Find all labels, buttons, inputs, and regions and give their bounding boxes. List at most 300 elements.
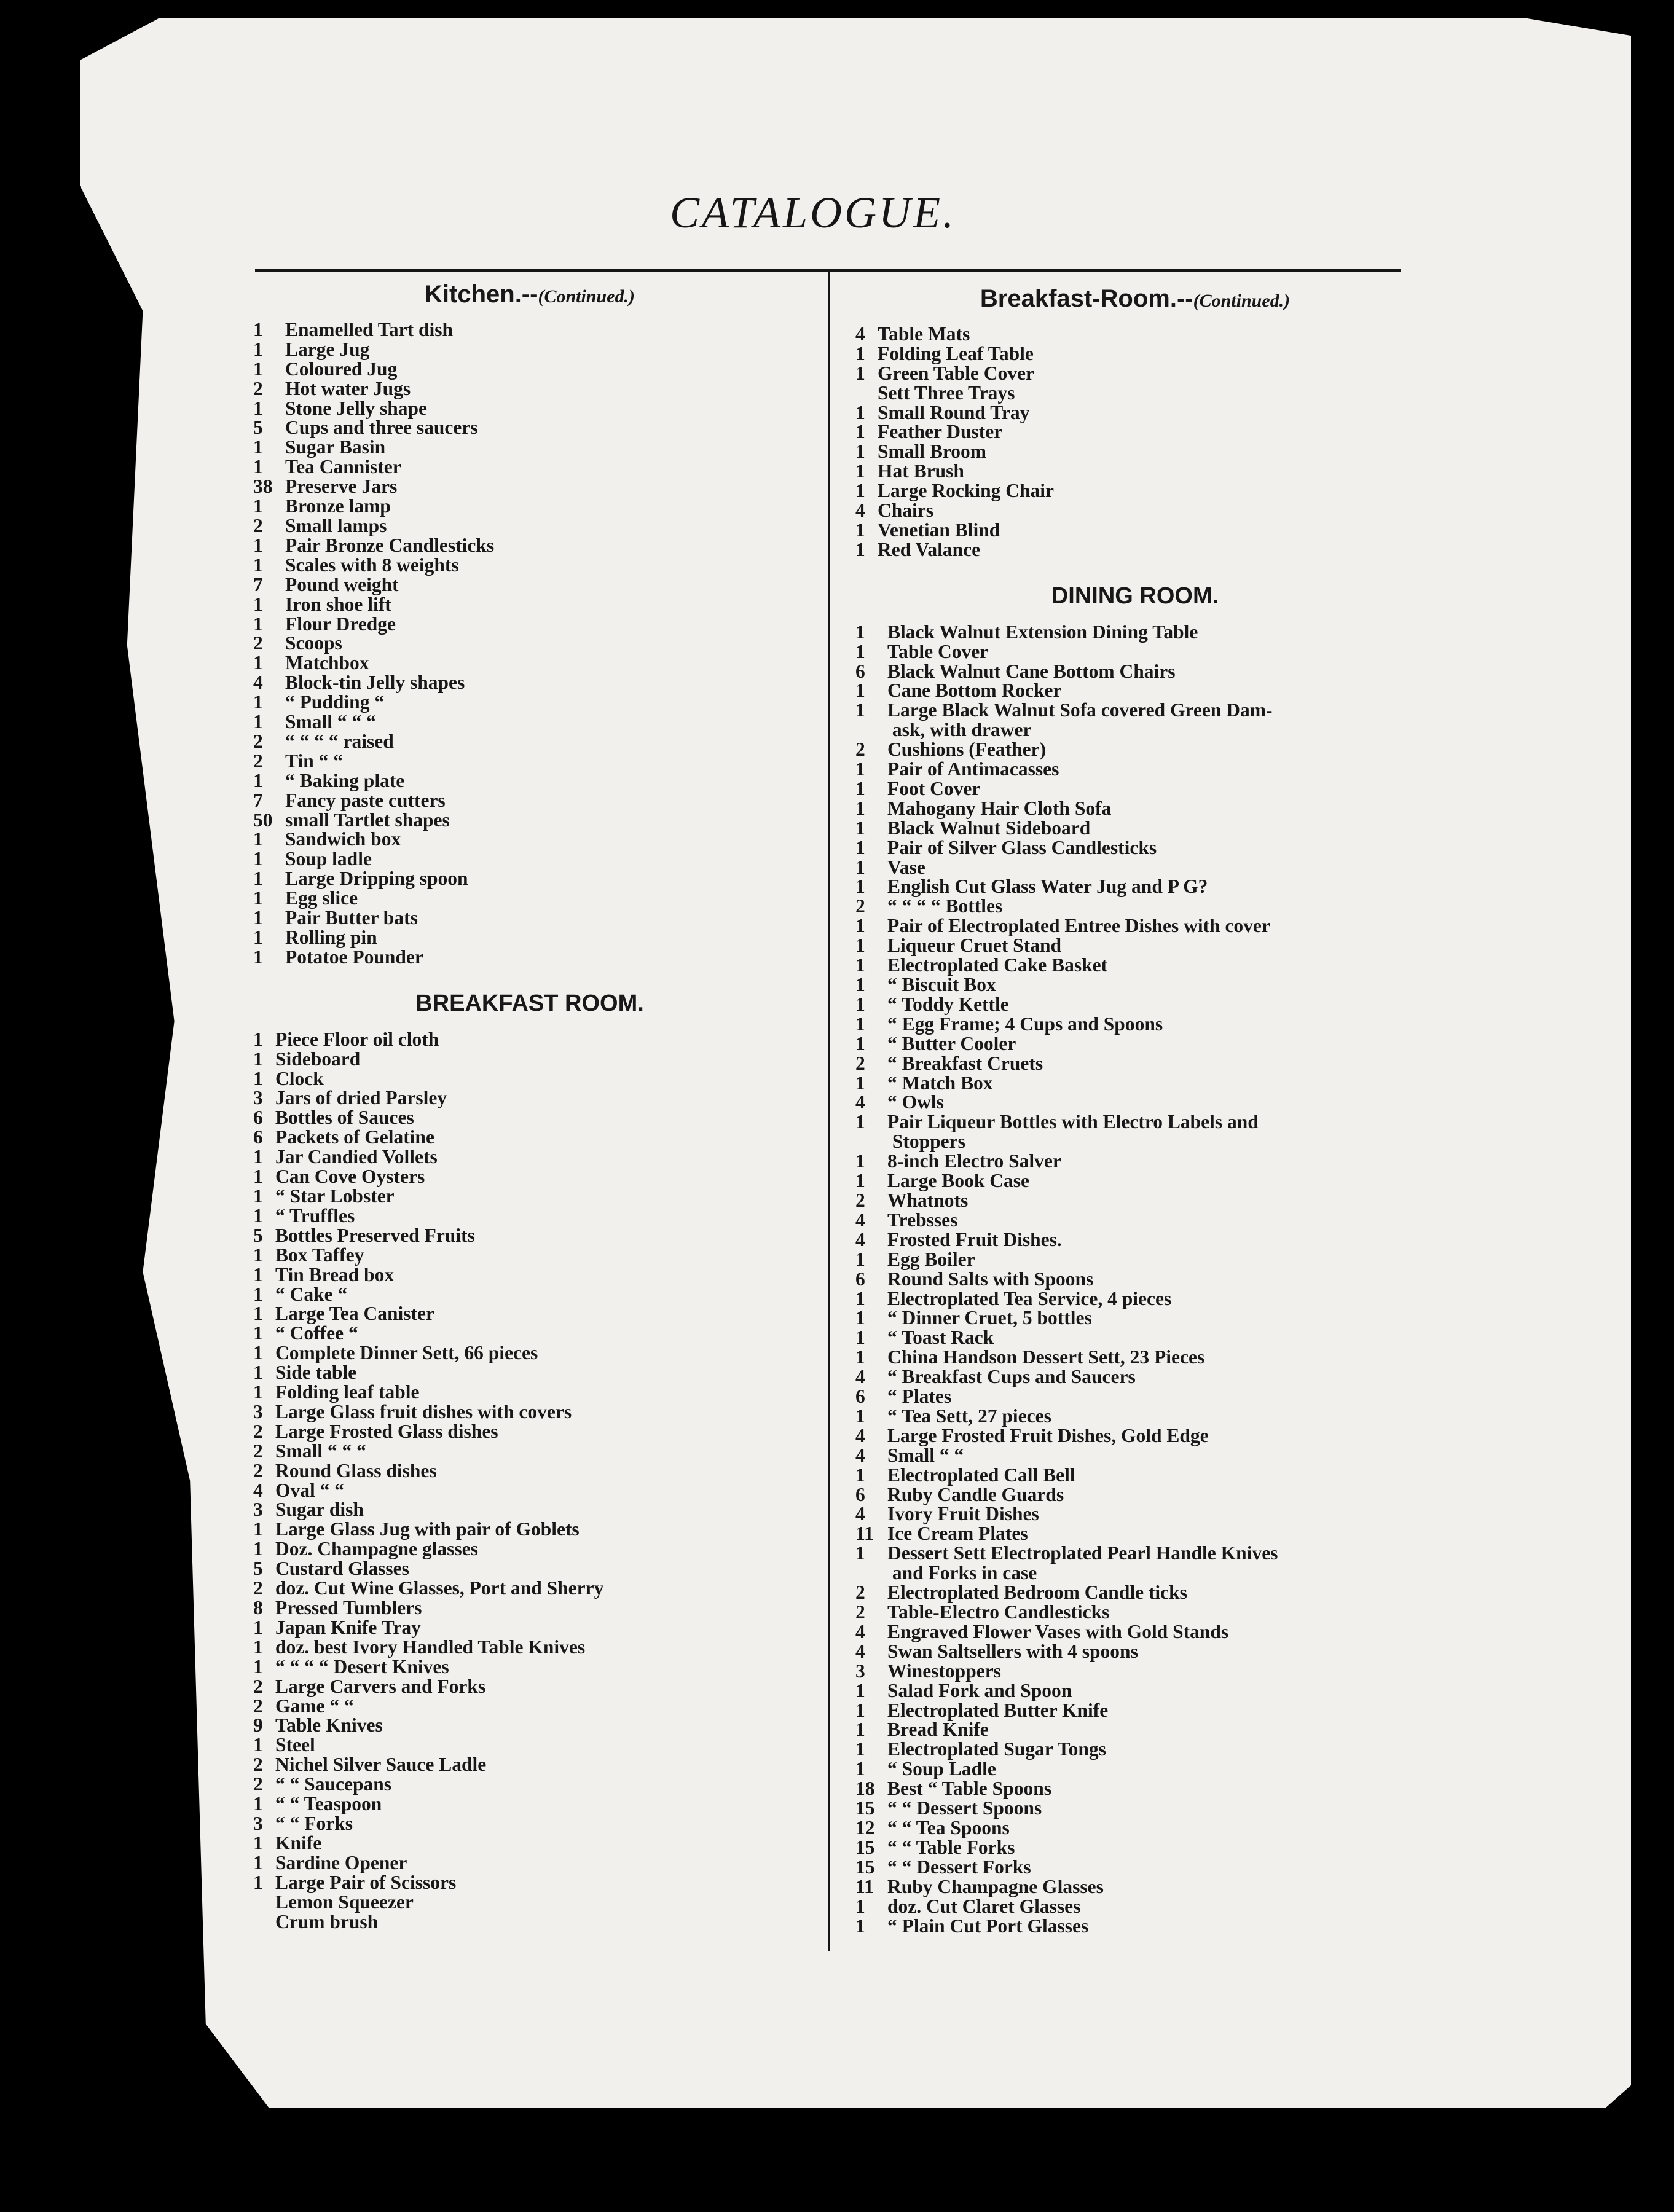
item-description: Black Walnut Extension Dining Table [887, 621, 1198, 643]
item-quantity: 1 [855, 915, 865, 937]
item-description: Bottles Preserved Fruits [275, 1224, 475, 1246]
item-quantity: 1 [253, 1851, 263, 1873]
right-column [855, 286, 1415, 1936]
item-description: Small “ “ “ [275, 1440, 366, 1462]
item-description: Oval “ “ [275, 1479, 345, 1501]
list-item [855, 955, 1415, 975]
item-quantity: 38 [253, 476, 273, 498]
item-description: Small “ “ [887, 1444, 964, 1466]
item-quantity: 1 [253, 848, 263, 870]
item-description: Vase [887, 856, 925, 878]
item-description: Egg slice [285, 887, 358, 909]
item-quantity: 1 [855, 1111, 865, 1133]
list-item [855, 740, 1415, 759]
item-description: Sugar dish [275, 1499, 364, 1521]
item-description: Green Table Cover [878, 362, 1034, 384]
breakfast-continued-label: (Continued.) [1193, 291, 1291, 311]
item-quantity: 1 [253, 495, 263, 517]
list-item [253, 928, 806, 947]
list-item [855, 1112, 1415, 1132]
breakfast-continued-heading-text: Breakfast-Room.-- [980, 285, 1193, 312]
item-quantity: 1 [253, 338, 263, 360]
item-description: Pair Liqueur Bottles with Electro Labels and [887, 1111, 1259, 1133]
list-item [253, 732, 806, 751]
item-quantity: 15 [855, 1856, 875, 1878]
item-quantity: 9 [253, 1714, 263, 1736]
item-quantity: 6 [855, 1268, 865, 1290]
item-quantity: 1 [855, 621, 865, 643]
item-description: Pair Bronze Candlesticks [285, 534, 495, 556]
list-item [855, 501, 1415, 520]
item-description: Potatoe Pounder [285, 946, 423, 968]
item-description: Table Mats [878, 323, 970, 345]
list-item [253, 1696, 806, 1716]
item-description: Ruby Champagne Glasses [887, 1875, 1104, 1897]
item-quantity: 1 [855, 1307, 865, 1329]
item-description: China Handson Dessert Sett, 23 Pieces [887, 1346, 1205, 1368]
item-quantity: 4 [855, 1424, 865, 1446]
item-description: Large Frosted Fruit Dishes, Gold Edge [887, 1424, 1209, 1446]
list-item [855, 1465, 1415, 1485]
item-description: Egg Boiler [887, 1248, 975, 1270]
item-quantity: 1 [855, 1150, 865, 1172]
item-quantity: 1 [855, 797, 865, 819]
item-quantity: 11 [855, 1875, 874, 1897]
list-item [855, 1034, 1415, 1054]
item-quantity: 2 [253, 1754, 263, 1776]
item-description: Large Dripping spoon [285, 868, 468, 890]
item-quantity: 1 [855, 777, 865, 799]
list-item [855, 1132, 1415, 1151]
item-quantity: 1 [855, 1679, 865, 1701]
list-item [253, 1735, 806, 1755]
page-title: CATALOGUE. [670, 188, 957, 237]
item-description: Mahogany Hair Cloth Sofa [887, 797, 1112, 819]
item-quantity: 2 [253, 1459, 263, 1481]
item-description: Side table [275, 1362, 357, 1384]
item-description: “ Biscuit Box [887, 974, 996, 995]
item-quantity: 1 [253, 358, 263, 380]
list-item [253, 1128, 806, 1147]
list-item [253, 633, 806, 653]
list-item [253, 692, 806, 712]
item-description: “ Dinner Cruet, 5 bottles [887, 1307, 1092, 1329]
item-quantity: 1 [253, 652, 263, 674]
list-item [253, 1324, 806, 1343]
list-item [253, 653, 806, 673]
list-item [855, 1504, 1415, 1524]
item-description: “ “ Table Forks [887, 1836, 1015, 1858]
item-quantity: 7 [253, 573, 263, 595]
item-quantity: 1 [855, 954, 865, 976]
item-description: Electroplated Butter Knife [887, 1699, 1109, 1721]
breakfast-item-list [253, 1030, 806, 1932]
item-quantity: 4 [855, 1228, 865, 1250]
item-quantity: 4 [855, 500, 865, 522]
item-quantity: 2 [253, 1577, 263, 1599]
list-item [253, 791, 806, 810]
item-description: 8-inch Electro Salver [887, 1150, 1061, 1172]
item-description: doz. Cut Wine Glasses, Port and Sherry [275, 1577, 604, 1599]
item-quantity: 1 [855, 1758, 865, 1780]
list-item [855, 1426, 1415, 1446]
item-quantity: 4 [855, 1444, 865, 1466]
item-quantity: 1 [253, 318, 263, 340]
list-item [253, 418, 806, 437]
item-description: Whatnots [887, 1189, 969, 1211]
list-item [253, 1422, 806, 1441]
item-quantity: 1 [855, 1072, 865, 1094]
item-description: Large Jug [285, 338, 370, 360]
item-description: Iron shoe lift [285, 593, 391, 615]
item-quantity: 1 [253, 1832, 263, 1854]
item-quantity: 7 [253, 789, 263, 811]
item-quantity: 1 [855, 1895, 865, 1917]
kitchen-heading-text: Kitchen.-- [425, 281, 538, 308]
item-quantity: 1 [253, 554, 263, 576]
item-quantity: 1 [855, 1699, 865, 1721]
list-item [855, 1779, 1415, 1798]
list-item [253, 810, 806, 830]
kitchen-continued: (Continued.) [538, 286, 635, 307]
item-quantity: 1 [855, 1915, 865, 1937]
list-item [253, 1206, 806, 1226]
item-quantity: 2 [253, 1695, 263, 1717]
item-description: Tin Bread box [275, 1263, 395, 1285]
item-quantity: 2 [855, 895, 865, 917]
item-quantity: 1 [253, 769, 263, 791]
item-description: “ “ Tea Spoons [887, 1816, 1010, 1838]
list-item [855, 720, 1415, 740]
item-description: Venetian Blind [878, 519, 1000, 541]
item-description: Foot Cover [887, 777, 981, 799]
list-item [253, 1069, 806, 1089]
list-item [855, 1269, 1415, 1289]
list-item [855, 461, 1415, 481]
item-description: Red Valance [878, 538, 981, 560]
item-description: “ “ Dessert Forks [887, 1856, 1031, 1878]
list-item [253, 1559, 806, 1579]
item-quantity: 1 [855, 441, 865, 463]
item-description: “ Star Lobster [275, 1185, 395, 1207]
item-quantity: 15 [855, 1836, 875, 1858]
item-quantity: 1 [855, 876, 865, 898]
list-item [253, 1853, 806, 1873]
item-description: Jars of dried Parsley [275, 1087, 447, 1109]
item-description: Complete Dinner Sett, 66 pieces [275, 1342, 538, 1364]
column-divider [828, 270, 830, 1951]
list-item [253, 908, 806, 928]
item-description: Flour Dredge [285, 613, 396, 635]
item-quantity: 1 [855, 1346, 865, 1368]
item-quantity: 1 [253, 946, 263, 968]
item-quantity: 1 [253, 1381, 263, 1403]
item-quantity: 3 [253, 1812, 263, 1834]
list-item [253, 1265, 806, 1285]
item-description: Table-Electro Candlesticks [887, 1601, 1110, 1623]
item-description: Pressed Tumblers [275, 1597, 422, 1618]
list-item [253, 496, 806, 516]
list-item [253, 555, 806, 575]
list-item [253, 673, 806, 692]
item-quantity: 1 [855, 519, 865, 541]
item-quantity: 1 [253, 1048, 263, 1070]
item-quantity: 2 [253, 514, 263, 536]
item-description: Frosted Fruit Dishes. [887, 1228, 1062, 1250]
item-description: Cane Bottom Rocker [887, 680, 1062, 702]
item-description: Liqueur Cruet Stand [887, 935, 1061, 957]
item-description: Fancy paste cutters [285, 789, 446, 811]
item-description: Sandwich box [285, 828, 401, 850]
list-item [855, 1720, 1415, 1739]
list-item [855, 1543, 1415, 1563]
item-description: Tea Cannister [285, 456, 401, 478]
item-description: English Cut Glass Water Jug and P G? [887, 876, 1208, 898]
list-item [253, 1481, 806, 1500]
kitchen-item-list [253, 320, 806, 967]
item-quantity: 1 [253, 907, 263, 929]
list-item [855, 1151, 1415, 1171]
list-item [855, 1838, 1415, 1857]
list-item [855, 481, 1415, 501]
item-description: “ Toddy Kettle [887, 993, 1009, 1015]
list-item [253, 947, 806, 967]
list-item [855, 1524, 1415, 1543]
list-item [253, 575, 806, 595]
item-description: Block-tin Jelly shapes [285, 672, 465, 694]
item-description: Hat Brush [878, 460, 964, 482]
item-quantity: 1 [855, 1738, 865, 1760]
item-description: “ “ “ “ Bottles [887, 895, 1003, 917]
item-description: Electroplated Sugar Tongs [887, 1738, 1106, 1760]
left-column [253, 281, 806, 1931]
list-item [855, 1897, 1415, 1916]
item-quantity: 1 [855, 699, 865, 721]
list-item [253, 1873, 806, 1892]
item-description: Crum brush [275, 1910, 379, 1932]
item-description: “ Owls [887, 1091, 944, 1113]
item-quantity: 2 [253, 377, 263, 399]
list-item [855, 1230, 1415, 1250]
item-description: Small lamps [285, 514, 387, 536]
item-quantity: 2 [253, 1675, 263, 1697]
item-description: Large Black Walnut Sofa covered Green Dam- [887, 699, 1273, 721]
item-quantity: 1 [253, 1322, 263, 1344]
list-item [855, 1210, 1415, 1230]
kitchen-heading [253, 281, 806, 308]
item-description: Game “ “ [275, 1695, 354, 1717]
list-item [253, 849, 806, 869]
item-description: Large Pair of Scissors [275, 1871, 457, 1893]
list-item [253, 1343, 806, 1363]
item-description: Pound weight [285, 573, 399, 595]
item-quantity: 1 [253, 1362, 263, 1384]
item-description: “ “ “ “ Desert Knives [275, 1655, 449, 1677]
item-description: Black Walnut Sideboard [887, 817, 1091, 839]
item-description: Small “ “ “ [285, 711, 376, 733]
list-item [253, 1147, 806, 1167]
list-item [253, 751, 806, 771]
item-quantity: 2 [855, 1052, 865, 1074]
list-item [253, 1167, 806, 1186]
item-quantity: 1 [855, 480, 865, 502]
list-item [253, 1657, 806, 1677]
list-item [855, 681, 1415, 700]
item-description: Lemon Squeezer [275, 1891, 414, 1913]
item-description: Sett Three Trays [878, 382, 1015, 404]
item-quantity: 6 [253, 1107, 263, 1129]
item-description: Electroplated Call Bell [887, 1464, 1075, 1486]
item-quantity: 4 [253, 1479, 263, 1501]
item-quantity: 1 [855, 1287, 865, 1309]
list-item [253, 1755, 806, 1775]
item-description: Small Round Tray [878, 401, 1030, 423]
list-item [253, 1363, 806, 1382]
item-quantity: 2 [253, 1420, 263, 1442]
item-quantity: 4 [855, 1620, 865, 1642]
list-item [855, 1485, 1415, 1505]
list-item [253, 1539, 806, 1559]
item-quantity: 4 [253, 672, 263, 694]
list-item [855, 1739, 1415, 1759]
item-quantity: 1 [855, 680, 865, 702]
item-description: Large Book Case [887, 1170, 1029, 1192]
item-description: “ Soup Ladle [887, 1758, 996, 1780]
item-quantity: 1 [855, 974, 865, 995]
item-quantity: 1 [253, 1655, 263, 1677]
item-description: Round Salts with Spoons [887, 1268, 1094, 1290]
list-item [253, 1245, 806, 1265]
item-quantity: 1 [253, 1028, 263, 1050]
list-item [855, 540, 1415, 560]
item-quantity: 3 [855, 1660, 865, 1682]
list-item [253, 1461, 806, 1481]
list-item [855, 344, 1415, 364]
list-item [253, 869, 806, 888]
list-item [855, 1701, 1415, 1720]
item-description: “ Pudding “ [285, 691, 385, 713]
item-quantity: 1 [253, 1204, 263, 1226]
item-quantity: 1 [253, 1263, 263, 1285]
item-quantity: 3 [253, 1499, 263, 1521]
list-item [253, 1892, 806, 1912]
item-quantity: 1 [253, 456, 263, 478]
list-item [253, 771, 806, 791]
item-quantity: 3 [253, 1400, 263, 1422]
list-item [855, 1347, 1415, 1367]
item-quantity: 18 [855, 1778, 875, 1800]
item-quantity: 2 [855, 1601, 865, 1623]
item-quantity: 1 [253, 534, 263, 556]
item-description: Round Glass dishes [275, 1459, 437, 1481]
item-description: Nichel Silver Sauce Ladle [275, 1754, 487, 1776]
item-description: Knife [275, 1832, 322, 1854]
item-quantity: 1 [253, 1067, 263, 1089]
item-description: Small Broom [878, 441, 987, 463]
item-description: Large Frosted Glass dishes [275, 1420, 498, 1442]
item-description: Large Rocking Chair [878, 480, 1054, 502]
item-description: Ice Cream Plates [887, 1523, 1028, 1545]
item-description: doz. best Ivory Handled Table Knives [275, 1636, 586, 1658]
list-item [253, 1579, 806, 1598]
list-item [855, 1308, 1415, 1328]
list-item [855, 1092, 1415, 1112]
item-quantity: 2 [253, 1440, 263, 1462]
item-description: Soup ladle [285, 848, 372, 870]
item-description: Engraved Flower Vases with Gold Stands [887, 1620, 1229, 1642]
list-item [855, 1250, 1415, 1269]
list-item [855, 1622, 1415, 1642]
list-item [855, 1798, 1415, 1818]
list-item [253, 1382, 806, 1402]
list-item [855, 779, 1415, 799]
item-quantity: 2 [855, 1189, 865, 1211]
item-description: Coloured Jug [285, 358, 398, 380]
item-quantity: 12 [855, 1816, 875, 1838]
item-quantity: 2 [253, 730, 263, 752]
item-quantity: 1 [855, 1464, 865, 1486]
item-quantity: 1 [253, 1793, 263, 1815]
item-description: Large Carvers and Forks [275, 1675, 486, 1697]
item-quantity: 1 [855, 460, 865, 482]
item-description: Ivory Fruit Dishes [887, 1503, 1039, 1525]
item-description: Table Knives [275, 1714, 383, 1736]
item-quantity: 1 [855, 817, 865, 839]
item-description: Piece Floor oil cloth [275, 1028, 439, 1050]
list-item [253, 614, 806, 634]
item-quantity: 4 [855, 1503, 865, 1525]
list-item [253, 1500, 806, 1520]
list-item [855, 1642, 1415, 1661]
item-quantity: 1 [855, 1405, 865, 1427]
item-description: Chairs [878, 500, 934, 522]
list-item [253, 1088, 806, 1108]
list-item [253, 399, 806, 418]
item-description: “ “ Saucepans [275, 1773, 392, 1795]
list-item [855, 818, 1415, 838]
item-description: “ Egg Frame; 4 Cups and Spoons [887, 1013, 1163, 1035]
item-quantity: 2 [253, 632, 263, 654]
item-description: Bread Knife [887, 1719, 989, 1741]
item-description: Sardine Opener [275, 1851, 407, 1873]
item-description: Scales with 8 weights [285, 554, 459, 576]
list-item [855, 1191, 1415, 1210]
item-description: Doz. Champagne glasses [275, 1538, 478, 1560]
item-quantity: 1 [253, 927, 263, 948]
item-description: Cushions (Feather) [887, 739, 1047, 761]
item-description: “ Plain Cut Port Glasses [887, 1915, 1089, 1937]
list-item [253, 1030, 806, 1049]
item-quantity: 1 [253, 1342, 263, 1364]
item-description: doz. Cut Claret Glasses [887, 1895, 1081, 1917]
list-item [253, 888, 806, 908]
list-item [253, 595, 806, 614]
item-quantity: 1 [253, 1734, 263, 1756]
item-description: “ Truffles [275, 1204, 355, 1226]
list-item [253, 1402, 806, 1422]
list-item [855, 1171, 1415, 1191]
list-item [253, 437, 806, 457]
list-item [855, 838, 1415, 858]
item-description: Bronze lamp [285, 495, 391, 517]
item-description: “ Baking plate [285, 769, 405, 791]
list-item [855, 1014, 1415, 1034]
item-description: Swan Saltsellers with 4 spoons [887, 1640, 1138, 1662]
item-description: “ Plates [887, 1386, 952, 1408]
item-quantity: 6 [253, 1126, 263, 1148]
list-item [253, 1285, 806, 1304]
list-item [855, 364, 1415, 383]
